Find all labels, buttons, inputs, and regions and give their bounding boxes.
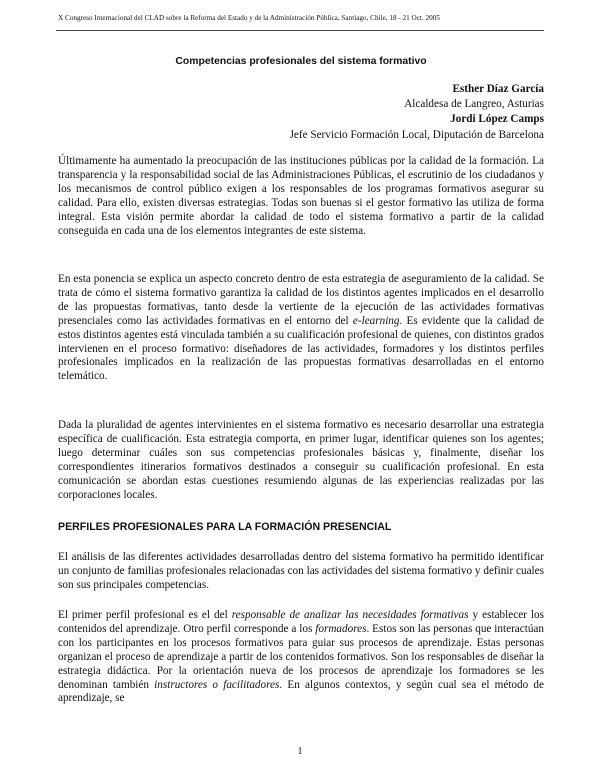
paragraph-scope: [58, 273, 544, 384]
author-block: [290, 82, 544, 143]
emphasis-text: e-learning: [352, 314, 400, 327]
text-run: . Es evidente que la calidad de estos distintos agentes está vinculada también a su cualificación profesional de quienes, con distintos grados intervienen en el proceso formativo: diseñadores de las actividades, formadores y los distintos perfiles profesionales implicados en la realización de las propuestas formativas desarrolladas en el entorno telemático.: [58, 314, 544, 383]
emphasis-text: responsable de analizar las necesidades formativas: [231, 609, 469, 621]
author-affiliation: Alcaldesa de Langreo, Asturias: [404, 98, 544, 111]
page-number: 1: [297, 746, 303, 757]
paragraph-strategy: Dada la pluralidad de agentes intervinientes en el sistema formativo es necesario desarrollar una estrategia específica de cualificación. Esta estrategia comporta, en primer lugar, identificar quienes son los agentes; luego determinar cuáles son sus competencias profesionales básicas y, finalmente, diseñar los correspondientes itinerarios formativos destinados a conseguir su cualificación profesional. En esta comunicación se abordan estas cuestiones resumiendo algunas de las experiencias realizadas por las corporaciones locales.: [58, 419, 544, 501]
paragraph-analysis: El análisis de las diferentes actividades desarrolladas dentro del sistema formativo ha permitido identificar un conjunto de familias profesionales relacionadas con las actividades del sistema formativo y definir cuales son sus principales competencias.: [58, 551, 544, 591]
text-run: . Estos son las personas que interactúan con los participantes en los procesos formativos para guiar sus procesos de aprendizaje. Estas personas organizan el proceso de aprendizaje a partir de los contenidos formativos. Son los responsables de diseñar la estrategia didáctica. Por la orientación nueva de los procesos de aprendizaje los formadores se les denominan también: [58, 622, 544, 691]
emphasis-text: formadores: [315, 622, 367, 635]
running-header: X Congreso Internacional del CLAD sobre la Reforma del Estado y de la Administración Pública, Santiago, Chile, 18 - 21 Oct. 2005: [58, 14, 440, 22]
paragraph-profiles: [58, 609, 544, 706]
text-run: En esta ponencia se explica un aspecto concreto dentro de esta estrategia de aseguramiento de la calidad. Se trata de cómo el sistema formativo garantiza la calidad de los distintos agentes implicados en el desarrollo de las propuestas formativas, tanto desde la vertiente de la ejecución de las actividades formativas presenciales como las actividades formativas en el entorno del: [58, 273, 544, 327]
header-divider: [56, 30, 544, 31]
paragraph-intro: Últimamente ha aumentado la preocupación de las instituciones públicas por la calidad de la formación. La transparencia y la responsabilidad social de las Administraciones Públicas, el escrutinio de los ciudadanos y los mecanismos de control público exigen a los responsables de los programas formativos asegurar su calidad. Para ello, existen diversas estrategias. Todas son buenas si el gestor formativo las utiliza de forma integral. Esta visión permite abordar la calidad de todo el sistema formativo a partir de la calidad conseguida en cada una de los elementos integrantes de este sistema.: [58, 155, 544, 237]
section-heading: PERFILES PROFESIONALES PARA LA FORMACIÓN PRESENCIAL: [58, 521, 392, 533]
author-name: Esther Díaz García: [452, 83, 544, 95]
text-run: El primer perfil profesional es el del: [58, 609, 232, 621]
emphasis-text: instructores o facilitadores: [154, 678, 280, 691]
text-run: y establecer los contenidos del aprendizaje. Otro perfil corresponde a los: [58, 609, 544, 635]
document-title: Competencias profesionales del sistema formativo: [175, 56, 427, 67]
text-run: . En algunos contextos, y según cual sea el método de aprendizaje, se: [58, 678, 544, 705]
author-affiliation: Jefe Servicio Formación Local, Diputación de Barcelona: [289, 128, 544, 141]
author-name: Jordi López Camps: [450, 113, 544, 126]
